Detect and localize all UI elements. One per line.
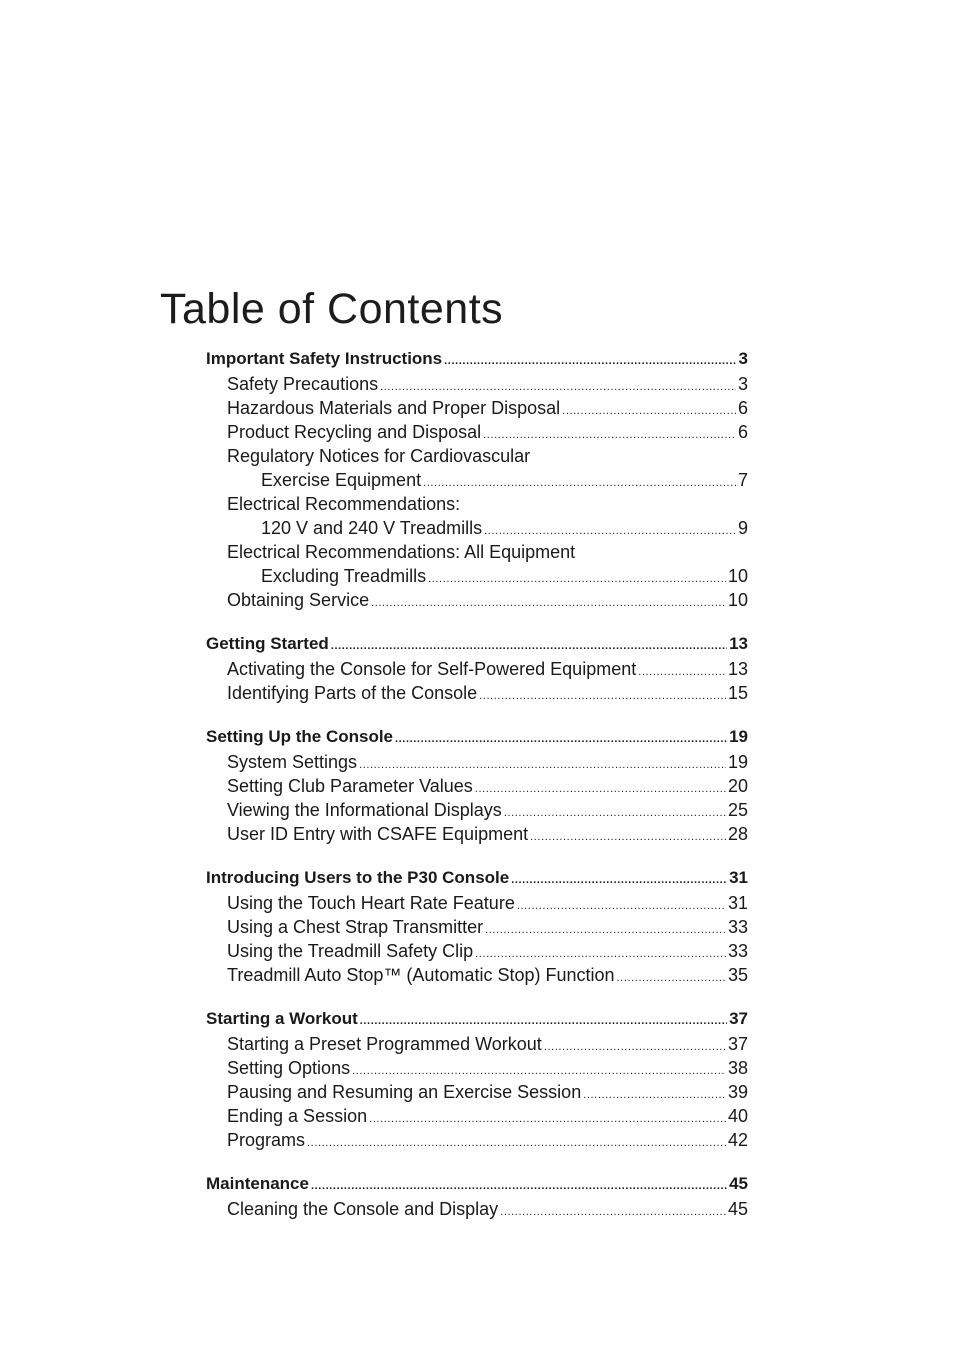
dot-leader (544, 1035, 726, 1059)
toc-heading-label: Important Safety Instructions (206, 349, 443, 368)
toc-entry-label: Setting Options (227, 1058, 351, 1078)
toc-page-number: 37 (729, 1009, 748, 1028)
toc-section-introducing-users (206, 865, 748, 987)
dot-leader (583, 1083, 726, 1107)
table-of-contents (206, 346, 748, 1240)
toc-page-number: 38 (727, 1058, 748, 1078)
toc-section-getting-started (206, 631, 748, 705)
toc-entry[interactable] (206, 798, 748, 822)
toc-entry[interactable] (206, 915, 748, 939)
toc-page-number: 35 (727, 965, 748, 985)
toc-page-number: 9 (737, 518, 748, 538)
toc-heading[interactable] (206, 1171, 748, 1197)
toc-page-number: 6 (737, 398, 748, 418)
toc-entry-label: 120 V and 240 V Treadmills (261, 518, 483, 538)
toc-page-number: 31 (727, 893, 748, 913)
toc-entry-label: Activating the Console for Self-Powered Equipment (227, 659, 637, 679)
dot-leader (638, 660, 726, 684)
toc-entry-first-line[interactable] (206, 492, 748, 516)
page-title: Table of Contents (160, 284, 504, 333)
toc-entry-label: Excluding Treadmills (261, 566, 427, 586)
dot-leader (371, 591, 726, 615)
toc-entry[interactable] (206, 588, 748, 612)
toc-entry-label: Electrical Recommendations: (227, 494, 461, 514)
toc-entry-label: Electrical Recommendations: All Equipment (227, 542, 576, 562)
toc-heading[interactable] (206, 346, 748, 372)
dot-leader (307, 1131, 726, 1155)
toc-heading[interactable] (206, 865, 748, 891)
toc-page-number: 45 (727, 1199, 748, 1219)
dot-leader (500, 1200, 726, 1224)
toc-entry-label: Viewing the Informational Displays (227, 800, 502, 820)
toc-entry[interactable] (206, 1104, 748, 1128)
toc-page-number: 13 (727, 659, 748, 679)
toc-entry[interactable] (206, 1080, 748, 1104)
toc-page-number: 10 (727, 566, 748, 586)
toc-entry[interactable] (206, 822, 748, 846)
toc-page-number: 31 (729, 868, 748, 887)
toc-entry-continuation[interactable] (206, 468, 748, 492)
toc-entry-label: Using the Touch Heart Rate Feature (227, 893, 515, 913)
dot-leader (479, 684, 726, 708)
dot-leader (428, 567, 726, 591)
toc-page-number: 25 (727, 800, 748, 820)
toc-page-number: 19 (729, 727, 748, 746)
toc-entry-label: Using the Treadmill Safety Clip (227, 941, 474, 961)
toc-page-number: 3 (738, 349, 748, 368)
toc-heading-label: Starting a Workout (206, 1009, 358, 1028)
dot-leader (511, 867, 727, 893)
toc-entry[interactable] (206, 657, 748, 681)
toc-entry-label: Pausing and Resuming an Exercise Session (227, 1082, 582, 1102)
toc-page-number: 7 (737, 470, 748, 490)
toc-page-number: 39 (727, 1082, 748, 1102)
toc-entry-label: Regulatory Notices for Cardiovascular (227, 446, 531, 466)
toc-entry-label: Obtaining Service (227, 590, 370, 610)
toc-section-setting-up (206, 724, 748, 846)
toc-page-number: 20 (727, 776, 748, 796)
toc-entry-continuation[interactable] (206, 516, 748, 540)
toc-entry-label: Hazardous Materials and Proper Disposal (227, 398, 561, 418)
toc-heading-label: Setting Up the Console (206, 727, 393, 746)
dot-leader (475, 777, 726, 801)
dot-leader (617, 966, 726, 990)
toc-entry-first-line[interactable] (206, 540, 748, 564)
toc-entry-label: Exercise Equipment (261, 470, 422, 490)
toc-heading-label: Maintenance (206, 1174, 309, 1193)
toc-page-number: 3 (737, 374, 748, 394)
dot-leader (562, 399, 736, 423)
toc-heading[interactable] (206, 1006, 748, 1032)
dot-leader (360, 1008, 727, 1034)
toc-page-number: 33 (727, 941, 748, 961)
toc-entry-label: Cleaning the Console and Display (227, 1199, 499, 1219)
toc-entry-label: Setting Club Parameter Values (227, 776, 473, 796)
dot-leader (530, 825, 726, 849)
toc-entry-label: Safety Precautions (227, 374, 379, 394)
toc-entry-first-line[interactable] (206, 444, 748, 468)
toc-heading[interactable] (206, 724, 748, 750)
toc-section-starting-workout (206, 1006, 748, 1152)
toc-entry-continuation[interactable] (206, 564, 748, 588)
toc-section-maintenance (206, 1171, 748, 1221)
toc-section-safety (206, 346, 748, 612)
toc-entry[interactable] (206, 396, 748, 420)
dot-leader (311, 1173, 727, 1199)
dot-leader (395, 726, 727, 752)
toc-entry-label: Identifying Parts of the Console (227, 683, 478, 703)
dot-leader (331, 633, 727, 659)
toc-entry-label: User ID Entry with CSAFE Equipment (227, 824, 529, 844)
toc-page-number: 37 (727, 1034, 748, 1054)
toc-heading-label: Getting Started (206, 634, 329, 653)
toc-heading-label: Introducing Users to the P30 Console (206, 868, 510, 887)
toc-page-number: 19 (727, 752, 748, 772)
dot-leader (517, 894, 726, 918)
toc-page-number: 15 (727, 683, 748, 703)
toc-entry[interactable] (206, 681, 748, 705)
dot-leader (485, 918, 726, 942)
toc-entry-label: Treadmill Auto Stop™ (Automatic Stop) Function (227, 965, 615, 985)
toc-entry[interactable] (206, 939, 748, 963)
toc-entry[interactable] (206, 963, 748, 987)
toc-page-number: 42 (727, 1130, 748, 1150)
toc-entry[interactable] (206, 420, 748, 444)
toc-entry[interactable] (206, 372, 748, 396)
toc-page-number: 45 (729, 1174, 748, 1193)
toc-entry-label: Ending a Session (227, 1106, 368, 1126)
toc-entry-label: System Settings (227, 752, 358, 772)
toc-page-number: 13 (729, 634, 748, 653)
toc-entry[interactable] (206, 774, 748, 798)
toc-page-number: 28 (727, 824, 748, 844)
dot-leader (444, 348, 736, 374)
toc-entry-label: Using a Chest Strap Transmitter (227, 917, 484, 937)
toc-entry[interactable] (206, 1128, 748, 1152)
toc-entry-label: Programs (227, 1130, 306, 1150)
toc-page-number: 10 (727, 590, 748, 610)
toc-entry[interactable] (206, 1056, 748, 1080)
dot-leader (423, 471, 736, 495)
toc-entry-label: Product Recycling and Disposal (227, 422, 482, 442)
dot-leader (369, 1107, 726, 1131)
toc-entry-label: Starting a Preset Programmed Workout (227, 1034, 542, 1054)
dot-leader (504, 801, 726, 825)
toc-entry[interactable] (206, 1032, 748, 1056)
toc-entry[interactable] (206, 891, 748, 915)
toc-heading[interactable] (206, 631, 748, 657)
toc-entry[interactable] (206, 750, 748, 774)
toc-page-number: 40 (727, 1106, 748, 1126)
toc-entry[interactable] (206, 1197, 748, 1221)
toc-page-number: 33 (727, 917, 748, 937)
toc-page-number: 6 (737, 422, 748, 442)
